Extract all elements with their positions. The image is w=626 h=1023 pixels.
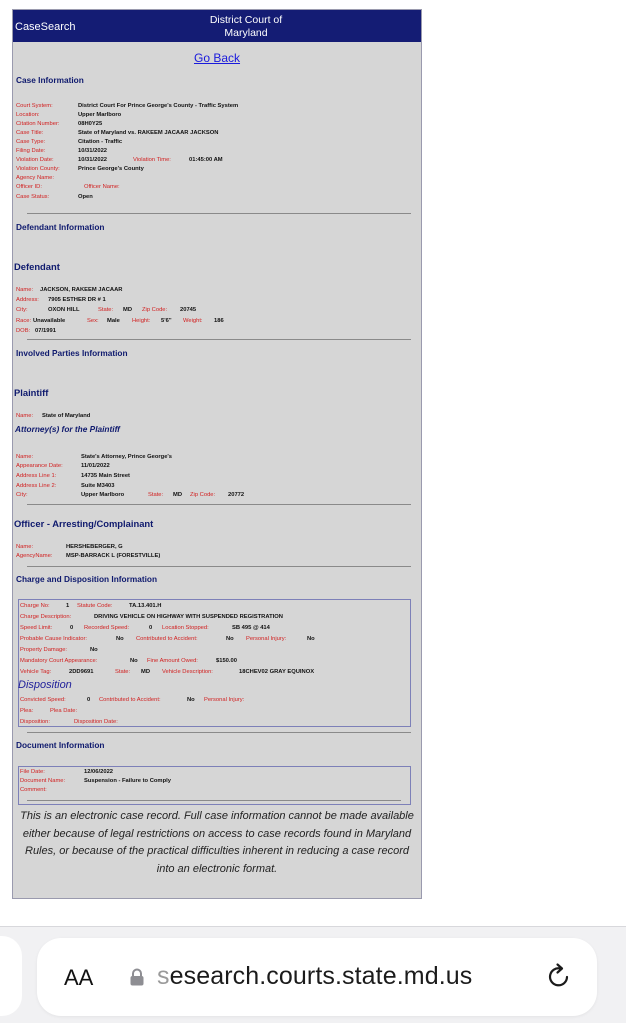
- go-back-link[interactable]: Go Back: [193, 51, 241, 65]
- reload-icon[interactable]: [545, 962, 573, 990]
- site-header: [13, 10, 421, 42]
- brand-title[interactable]: CaseSearch: [15, 21, 76, 33]
- charge-disposition-heading: Charge and Disposition Information: [16, 574, 158, 584]
- disposition-heading: Disposition: [18, 679, 72, 691]
- text-size-button[interactable]: AA: [64, 965, 94, 990]
- previous-tab-pill[interactable]: [0, 936, 22, 1016]
- case-page: CaseSearch District Court of Maryland Go Back Case Information Court System: District Court For Prince George's County - Traffic System Location: Upper Marlboro Citation Number: 08H0Y25 Case Title: State of Maryland vs. RAKEEM JACAAR JACKSON Case Type: Citation - Traffic Filing Date: 10/31/2022 Violation Date: 10/31/2022 Violation Time: 01:45:00 AM Violation County: Prince George's County Agency Name: Officer ID: Officer Name: Case Status: Open Defendant Information Defendant Name: JACKSON, RAKEEM JACAAR Address: 7905 ESTHER DR # 1 City: OXON HILL State: MD Zip Code: 20745 Race: Unavailable Sex: Male Height: 5'6" Weight: 186 DOB: 07/1991 Involved Parties Information Plaintiff Name: State of Maryland Attorney(s) for the Plaintiff Name: State's Attorney, Prince George's Appearance Date: 11/01/2022 Address Line 1: 14735 Main Street Address Line 2: Suite M3403 City: Upper Marlboro State: MD Zip Code: 20772 Officer - Arresting/Complainant Name: HERSHEBERGER, G AgencyName: MSP-BARRACK L (FORESTVILLE) Charge and Disposition Information Charge No: 1 Statute Code: TA.13.401.H Charge Description: DRIVING VEHICLE ON HIGHWAY WITH SUSPENDED REGISTRATION Speed Limit: 0 Recorded Speed: 0 Location Stopped: SB 495 @ 414 Probable Cause Indicator: No Contributed to Accident: No Personal Injury: No Property Damage: No Mandatory Court Appearance: No Fine Amount Owed: $150.00 Vehicle Tag: 2DD9691 State: MD Vehicle Description: 18CHEV02 GRAY EQUINOX Disposition Convicted Speed: 0 Contributed to Accident: No Personal Injury: Plea: Plea Date: Disposition: Disposition Date: Document Information File Date: 12/06/2022 Document Name: Suspension - Failure to Comply Comment: This is an electronic case record. Full case information cannot be made available either because of legal restrictions on access to case records found in Maryland Rules, or because of the practical difficulties inherent in reducing a case record into an electronic format.: [12, 9, 422, 899]
- divider: [27, 339, 411, 340]
- court-title: District Court of Maryland: [209, 14, 283, 39]
- url-field[interactable]: [37, 938, 597, 1016]
- divider: [27, 504, 411, 505]
- attorney-heading: Attorney(s) for the Plaintiff: [15, 424, 120, 434]
- document-information-heading: Document Information: [16, 740, 105, 750]
- defendant-information-heading: Defendant Information: [16, 222, 105, 232]
- defendant-heading: Defendant: [14, 261, 60, 272]
- case-information-heading: Case Information: [16, 75, 84, 85]
- divider: [27, 213, 411, 214]
- url-text[interactable]: sesearch.courts.state.md.us: [157, 962, 473, 990]
- involved-parties-heading: Involved Parties Information: [16, 348, 128, 358]
- divider: [27, 800, 401, 801]
- officer-heading: Officer - Arresting/Complainant: [14, 518, 154, 529]
- browser-address-bar: [0, 926, 626, 1023]
- lock-icon: [129, 968, 145, 986]
- plaintiff-heading: Plaintiff: [14, 387, 49, 398]
- divider: [27, 732, 411, 733]
- disclaimer-note: This is an electronic case record. Full case information cannot be made available either because of legal restrictions on access to case records found in Maryland Rules, or because of the practical difficulties inherent in reducing a case record into an electronic format.: [20, 810, 414, 875]
- divider: [27, 566, 411, 567]
